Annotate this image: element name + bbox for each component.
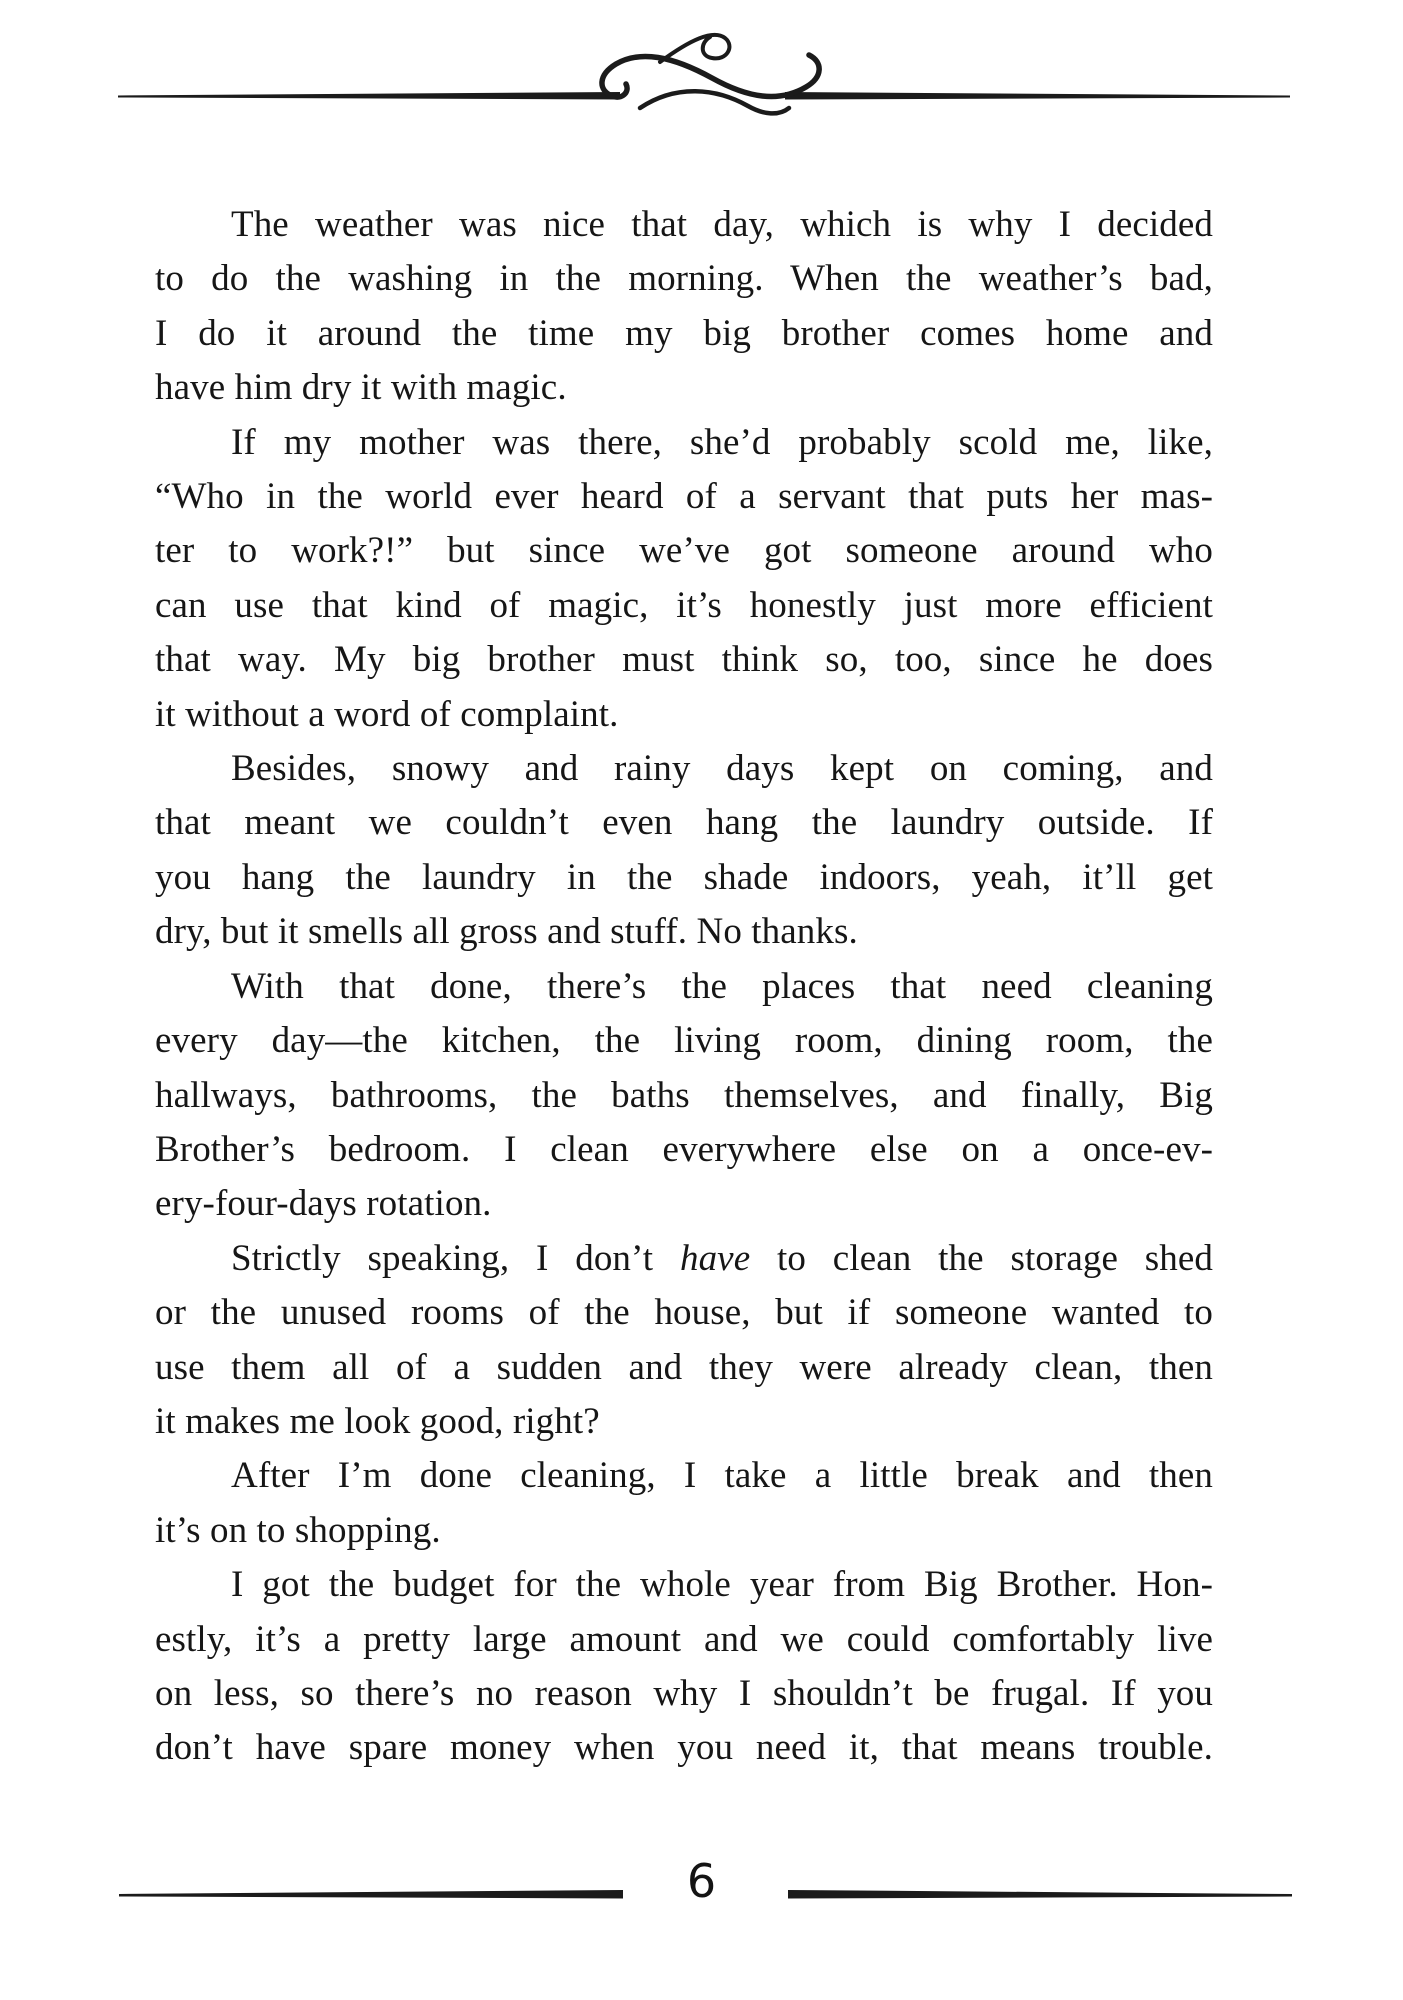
text-line: “Who in the world ever heard of a servant that puts her mas- [155,476,1213,518]
paragraph [155,1232,1213,1450]
text-line: on less, so there’s no reason why I shouldn’t be frugal. If you [155,1672,1213,1714]
header-rule-left [118,92,620,100]
header-rule-right [785,92,1290,100]
text-line: it’s on to shopping. [155,1509,441,1551]
text-line: The weather was nice that day, which is why I decided [231,204,1213,245]
text-line: use them all of a sudden and they were already clean, then [155,1346,1213,1388]
paragraph [155,960,1213,1232]
text-line: have him dry it with magic. [155,367,567,409]
text-line: estly, it’s a pretty large amount and we could comfortably live [155,1618,1213,1660]
text-line: to do the washing in the morning. When the weather’s bad, [155,258,1213,300]
text-line: hallways, bathrooms, the baths themselves, and finally, Big [155,1074,1213,1116]
text-line: ter to work?!” but since we’ve got someone around who [155,530,1213,572]
text-line: If my mother was there, she’d probably scold me, like, [231,421,1213,463]
paragraph [155,1449,1213,1558]
text-line: that meant we couldn’t even hang the laundry outside. If [155,802,1213,844]
flourish-ornament [602,35,819,114]
text-line: can use that kind of magic, it’s honestly just more efficient [155,584,1213,626]
text-line: every day—the kitchen, the living room, dining room, the [155,1020,1213,1062]
paragraph [155,198,1213,416]
text-segment: Strictly speaking, I don’t [231,1237,680,1279]
text-line: you hang the laundry in the shade indoors, yeah, it’ll get [155,856,1213,898]
text-line [155,1232,1213,1286]
paragraph [155,416,1213,742]
page-number: 6 [686,1854,717,1908]
text-line: After I’m done cleaning, I take a little break and then [231,1455,1213,1497]
paragraph [155,742,1213,960]
text-line: Besides, snowy and rainy days kept on coming, and [231,748,1213,790]
text-line: With that done, there’s the places that need cleaning [231,965,1213,1007]
text-line: dry, but it smells all gross and stuff. No thanks. [155,911,858,953]
text-line: or the unused rooms of the house, but if someone wanted to [155,1292,1213,1334]
text-line: I do it around the time my big brother comes home and [155,312,1213,354]
text-line: it makes me look good, right? [155,1400,600,1442]
body-text [155,198,1213,1776]
text-line: don’t have spare money when you need it, that means trouble. [155,1727,1213,1769]
text-line: Brother’s bedroom. I clean everywhere else on a once-ev- [155,1128,1213,1170]
paragraph [155,1558,1213,1776]
header-divider [0,0,1403,200]
text-segment: to clean the storage shed [750,1237,1214,1279]
text-line: ery-four-days rotation. [155,1183,492,1225]
text-line: I got the budget for the whole year from Big Brother. Hon- [231,1564,1213,1606]
text-line: it without a word of complaint. [155,693,619,735]
italic-text-segment: have [679,1237,751,1279]
text-line: that way. My big brother must think so, too, since he does [155,639,1213,681]
